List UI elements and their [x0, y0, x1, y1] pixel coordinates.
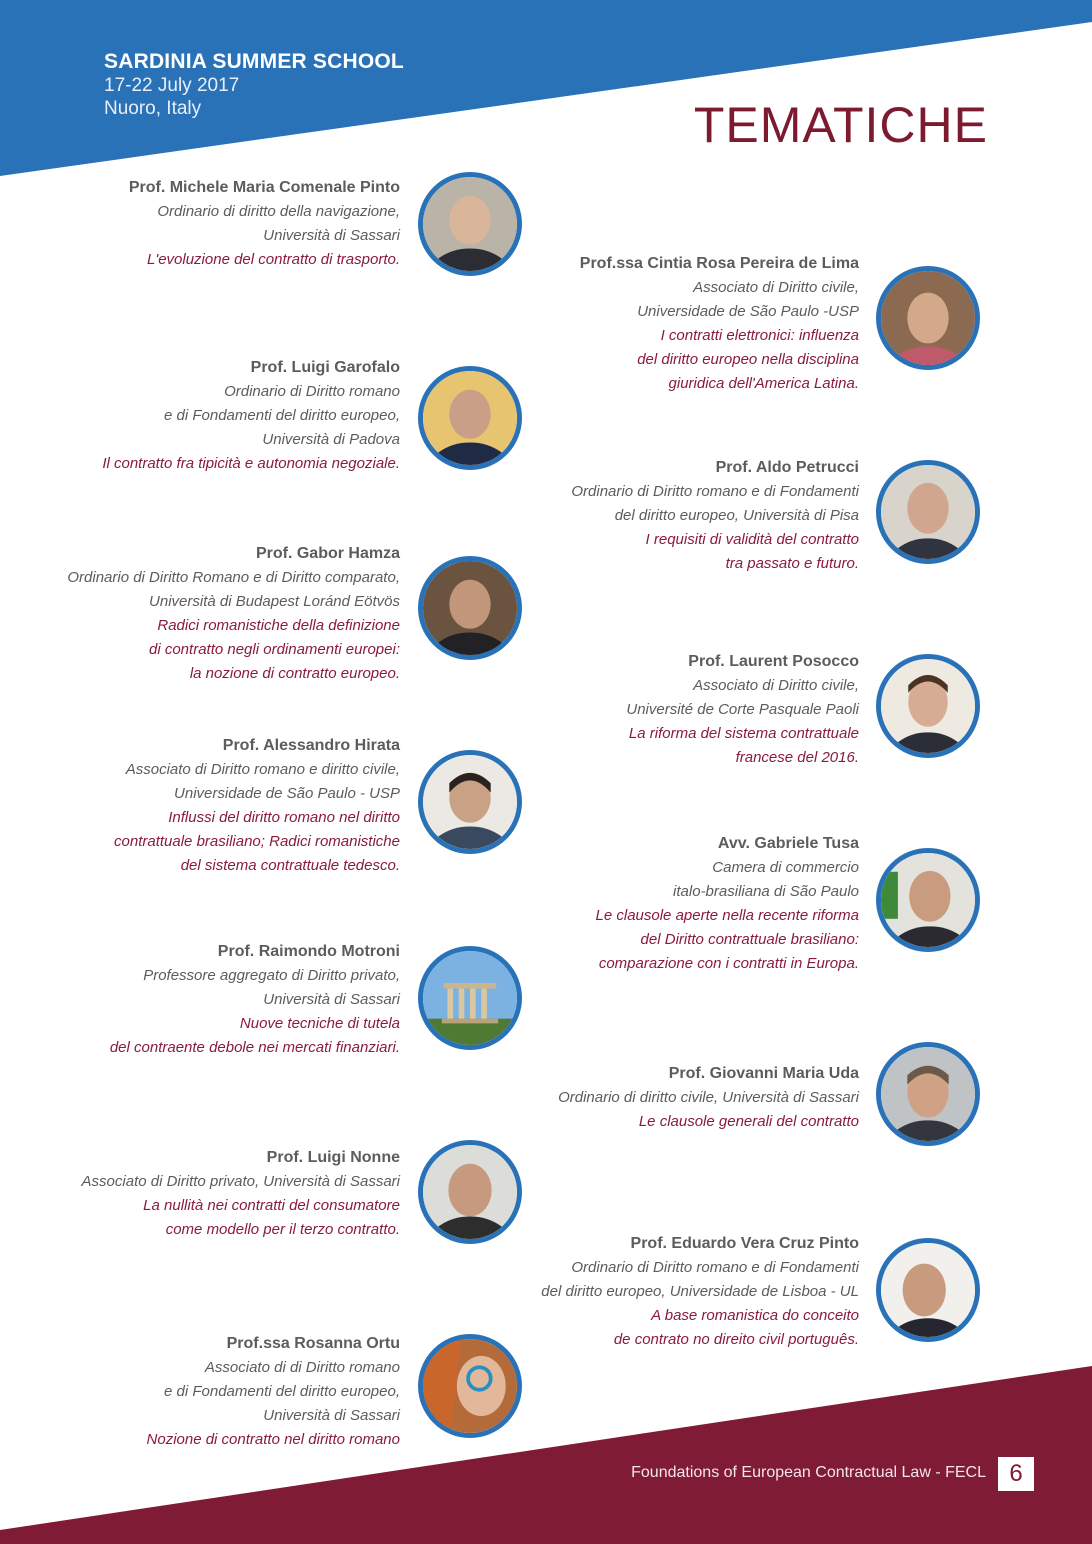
speaker-topic: L'evoluzione del contratto di trasporto. — [146, 251, 400, 268]
speaker-topic: del sistema contrattuale tedesco. — [180, 857, 400, 874]
speaker-affiliation: Université de Corte Pasquale Paoli — [626, 701, 859, 718]
speaker-affiliation: Camera di commercio — [712, 859, 859, 876]
speaker-entry — [439, 832, 859, 976]
speaker-entry — [0, 542, 400, 686]
speaker-affiliation: Università di Budapest Loránd Eötvös — [149, 593, 400, 610]
speaker-entry — [439, 456, 859, 576]
speaker-entry — [0, 1332, 400, 1452]
school-location: Nuoro, Italy — [104, 98, 202, 119]
school-dates: 17-22 July 2017 — [104, 75, 240, 96]
speaker-name: Prof. Laurent Posocco — [688, 653, 859, 670]
speaker-name: Prof. Aldo Petrucci — [715, 459, 859, 476]
speaker-topic: di contratto negli ordinamenti europei: — [149, 641, 400, 658]
speaker-entry — [0, 356, 400, 476]
speaker-name: Prof. Alessandro Hirata — [222, 737, 400, 754]
speaker-affiliation: del diritto europeo, Universidade de Lisboa - UL — [541, 1283, 859, 1300]
speaker-photo — [876, 654, 980, 758]
speaker-photo — [418, 1140, 522, 1244]
speaker-topic: Le clausole aperte nella recente riforma — [595, 907, 859, 924]
speaker-topic: I requisiti di validità del contratto — [645, 531, 859, 548]
speaker-name: Prof. Eduardo Vera Cruz Pinto — [630, 1235, 859, 1252]
speaker-name: Prof. Luigi Nonne — [266, 1149, 400, 1166]
speaker-topic: Nuove tecniche di tutela — [239, 1015, 400, 1032]
speaker-name: Prof.ssa Rosanna Ortu — [226, 1335, 400, 1352]
speaker-name: Prof. Gabor Hamza — [255, 545, 400, 562]
speaker-affiliation: Associato di Diritto romano e diritto civile, — [125, 761, 400, 778]
speaker-affiliation: Ordinario di Diritto romano — [224, 383, 400, 400]
speaker-topic: de contrato no direito civil português. — [613, 1331, 859, 1348]
speaker-affiliation: Università di Padova — [262, 431, 400, 448]
speaker-topic: Il contratto fra tipicità e autonomia negoziale. — [102, 455, 400, 472]
speaker-affiliation: Università di Sassari — [263, 1407, 400, 1424]
speaker-affiliation: Universidade de São Paulo - USP — [174, 785, 400, 802]
speaker-entry — [0, 734, 400, 878]
speaker-affiliation: Associato di di Diritto romano — [204, 1359, 400, 1376]
speaker-topic: La nullità nei contratti del consumatore — [143, 1197, 400, 1214]
speaker-affiliation: italo-brasiliana di São Paulo — [673, 883, 859, 900]
speaker-entry — [439, 1232, 859, 1352]
speaker-affiliation: Professore aggregato di Diritto privato, — [143, 967, 400, 984]
school-header — [104, 50, 404, 120]
speaker-photo — [876, 266, 980, 370]
speaker-entry — [0, 940, 400, 1060]
speaker-affiliation: Associato di Diritto civile, — [693, 279, 859, 296]
speaker-affiliation: Ordinario di Diritto Romano e di Diritto comparato, — [67, 569, 400, 586]
page-title: TEMATICHE — [693, 97, 988, 153]
page-number: 6 — [998, 1457, 1034, 1491]
speaker-topic: Le clausole generali del contratto — [638, 1113, 859, 1130]
speaker-affiliation: Ordinario di Diritto romano e di Fondamenti — [571, 1259, 859, 1276]
speaker-affiliation: e di Fondamenti del diritto europeo, — [164, 407, 400, 424]
speaker-affiliation: Universidade de São Paulo -USP — [637, 303, 859, 320]
speaker-affiliation: e di Fondamenti del diritto europeo, — [164, 1383, 400, 1400]
speaker-name: Avv. Gabriele Tusa — [717, 835, 859, 852]
speaker-topic: Radici romanistiche della definizione — [157, 617, 400, 634]
speaker-photo — [876, 460, 980, 564]
speaker-affiliation: Ordinario di diritto della navigazione, — [157, 203, 400, 220]
speaker-affiliation: Associato di Diritto privato, Università di Sassari — [81, 1173, 400, 1190]
speaker-name: Prof.ssa Cintia Rosa Pereira de Lima — [579, 255, 859, 272]
speaker-topic: la nozione di contratto europeo. — [189, 665, 400, 682]
speaker-topic: del diritto europeo nella disciplina — [637, 351, 859, 368]
speaker-affiliation: Associato di Diritto civile, — [693, 677, 859, 694]
speaker-photo — [876, 1042, 980, 1146]
speaker-topic: tra passato e futuro. — [725, 555, 859, 572]
speaker-topic: contrattuale brasiliano; Radici romanistiche — [114, 833, 400, 850]
speaker-topic: comparazione con i contratti in Europa. — [598, 955, 859, 972]
speaker-topic: del contraente debole nei mercati finanziari. — [109, 1039, 400, 1056]
speaker-topic: I contratti elettronici: influenza — [660, 327, 859, 344]
speaker-affiliation: del diritto europeo, Università di Pisa — [614, 507, 859, 524]
speaker-name: Prof. Giovanni Maria Uda — [668, 1065, 859, 1082]
speaker-topic: A base romanistica do conceito — [651, 1307, 859, 1324]
speaker-entry — [439, 1062, 859, 1134]
speaker-topic: giuridica dell'America Latina. — [668, 375, 859, 392]
speaker-affiliation: Ordinario di diritto civile, Università di Sassari — [558, 1089, 859, 1106]
speaker-topic: del Diritto contrattuale brasiliano: — [640, 931, 859, 948]
speaker-name: Prof. Raimondo Motroni — [217, 943, 400, 960]
speaker-affiliation: Università di Sassari — [263, 991, 400, 1008]
speaker-topic: La riforma del sistema contrattuale — [628, 725, 859, 742]
speaker-affiliation: Università di Sassari — [263, 227, 400, 244]
speaker-entry — [439, 650, 859, 770]
speaker-name: Prof. Luigi Garofalo — [250, 359, 400, 376]
speaker-entry — [439, 252, 859, 396]
speaker-affiliation: Ordinario di Diritto romano e di Fondamenti — [571, 483, 859, 500]
speaker-topic: Nozione di contratto nel diritto romano — [146, 1431, 400, 1448]
speaker-entry — [0, 1146, 400, 1242]
speaker-topic: francese del 2016. — [735, 749, 859, 766]
school-name: SARDINIA SUMMER SCHOOL — [104, 50, 404, 73]
speaker-topic: Influssi del diritto romano nel diritto — [168, 809, 400, 826]
footer-title: Foundations of European Contractual Law - FECL — [631, 1464, 986, 1481]
speaker-name: Prof. Michele Maria Comenale Pinto — [128, 179, 400, 196]
speaker-photo — [876, 848, 980, 952]
speaker-topic: come modello per il terzo contratto. — [165, 1221, 400, 1238]
speaker-entry — [0, 176, 400, 272]
speaker-photo — [876, 1238, 980, 1342]
